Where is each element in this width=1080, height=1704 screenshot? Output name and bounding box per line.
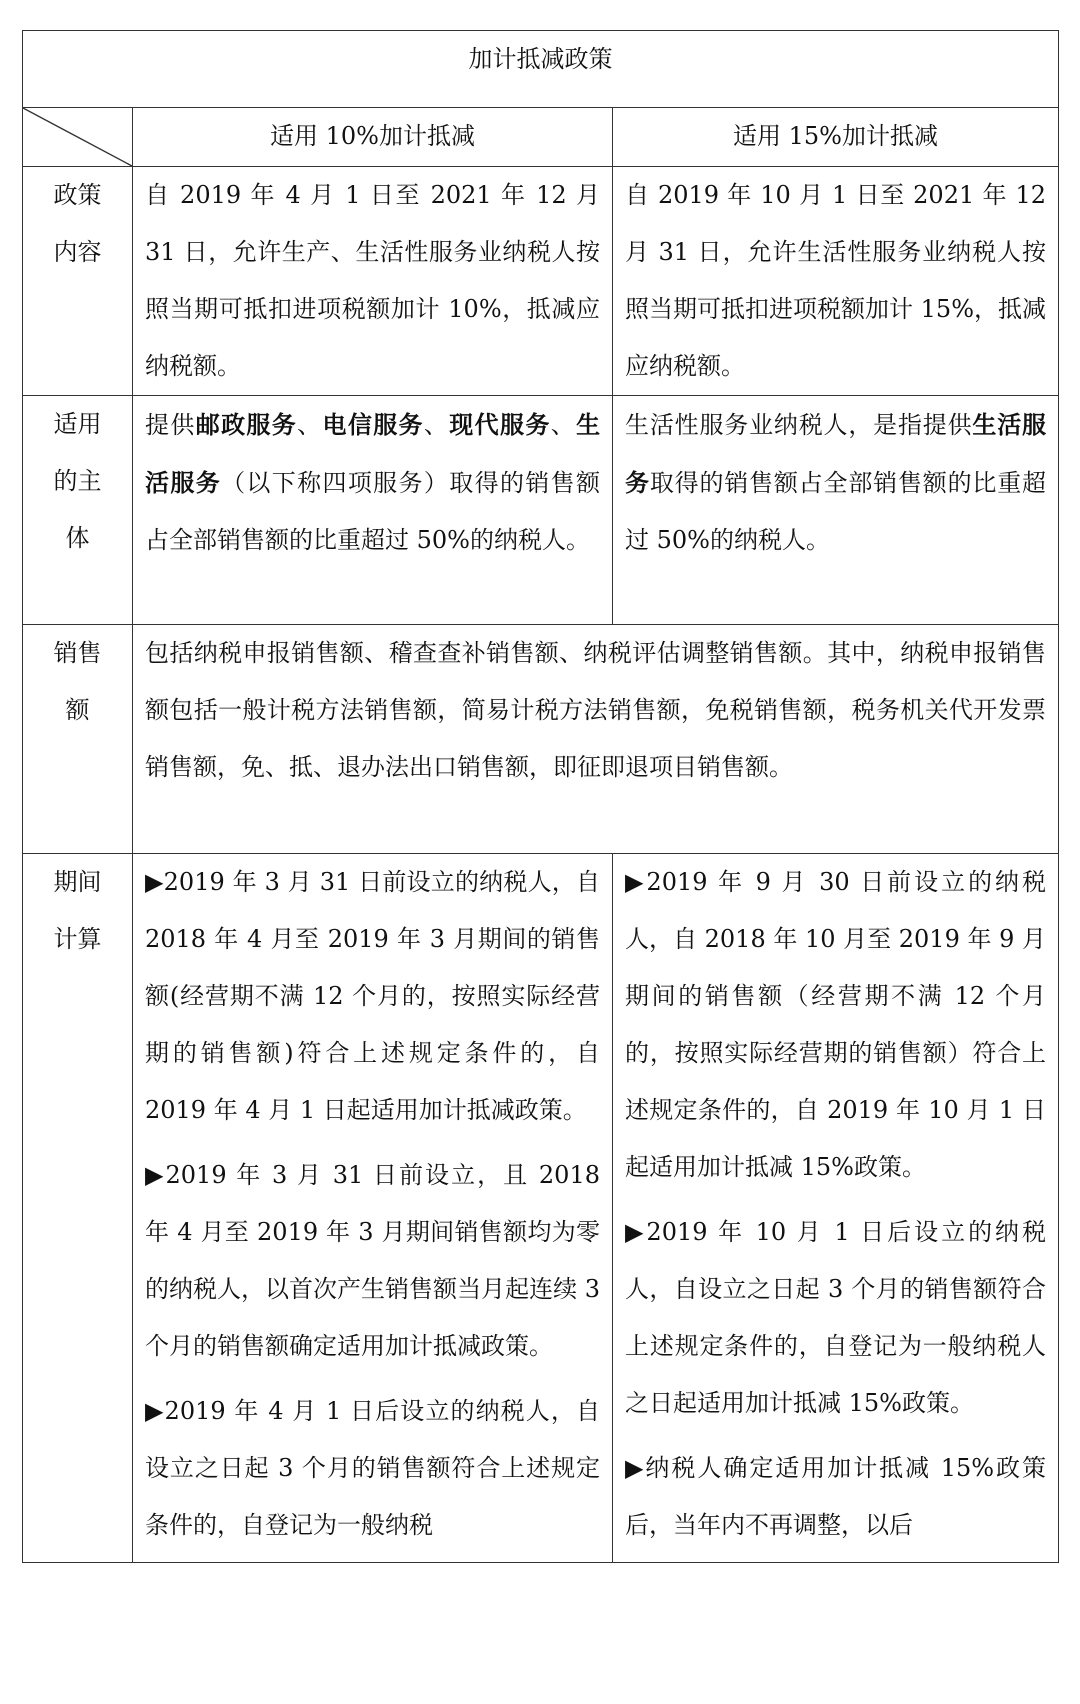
policy-content-10: 自 2019 年 4 月 1 日至 2021 年 12 月 31 日，允许生产、生活性服务业纳税人按照当期可抵扣进项税额加计 10%，抵减应纳税额。: [133, 167, 613, 396]
table-title: 加计抵减政策: [23, 31, 1059, 108]
column-header-15: 适用 15%加计抵减: [613, 108, 1059, 167]
policy-table: [22, 30, 1059, 1563]
row-label-period: [23, 854, 133, 1563]
row-label-text: 额: [65, 696, 90, 724]
row-label-subject: [23, 396, 133, 625]
row-label-text: 计算: [53, 925, 102, 953]
row-label-text: 政策: [53, 181, 102, 209]
column-header-10: 适用 10%加计抵减: [133, 108, 613, 167]
list-item: ▶纳税人确定适用加计抵减 15%政策后，当年内不再调整，以后: [625, 1454, 1047, 1539]
row-label-text: 内容: [53, 238, 102, 266]
list-item: ▶2019 年 9 月 30 日前设立的纳税人，自 2018 年 10 月至 2019 年 9 月期间的销售额（经营期不满 12 个月的，按照实际经营期的销售额）符合上述规定条件的，自 2019 年 10 月 1 日起适用加计抵减 15%政策。: [625, 868, 1047, 1181]
list-item: ▶2019 年 4 月 1 日后设立的纳税人，自设立之日起 3 个月的销售额符合上述规定条件的，自登记为一般纳税: [145, 1397, 600, 1539]
policy-content-15: 自 2019 年 10 月 1 日至 2021 年 12 月 31 日，允许生活性服务业纳税人按照当期可抵扣进项税额加计 15%，抵减应纳税额。: [613, 167, 1059, 396]
subject-content-15: 生活性服务业纳税人，是指提供生活服务取得的销售额占全部销售额的比重超过 50%的纳税人。: [613, 396, 1059, 625]
list-item: ▶2019 年 10 月 1 日后设立的纳税人，自设立之日起 3 个月的销售额符合上述规定条件的，自登记为一般纳税人之日起适用加计抵减 15%政策。: [625, 1218, 1047, 1417]
row-label-text: 期间: [53, 868, 102, 896]
period-content-15: [613, 854, 1059, 1563]
row-label-text: 适用: [53, 410, 102, 438]
diagonal-line: [23, 108, 132, 166]
sales-content: 包括纳税申报销售额、稽查查补销售额、纳税评估调整销售额。其中，纳税申报销售额包括一般计税方法销售额，简易计税方法销售额，免税销售额，税务机关代开发票销售额，免、抵、退办法出口销售额，即征即退项目销售额。: [133, 625, 1059, 854]
diagonal-header-cell: [23, 108, 133, 167]
subject-content-10: 提供邮政服务、电信服务、现代服务、生活服务（以下称四项服务）取得的销售额占全部销售额的比重超过 50%的纳税人。: [133, 396, 613, 625]
list-item: ▶2019 年 3 月 31 日前设立的纳税人，自 2018 年 4 月至 2019 年 3 月期间的销售额(经营期不满 12 个月的，按照实际经营期的销售额)符合上述规定条件的，自 2019 年 4 月 1 日起适用加计抵减政策。: [145, 868, 600, 1124]
row-label-text: 体: [65, 524, 90, 552]
row-label-policy: [23, 167, 133, 396]
list-item: ▶2019 年 3 月 31 日前设立，且 2018 年 4 月至 2019 年 3 月期间销售额均为零的纳税人，以首次产生销售额当月起连续 3 个月的销售额确定适用加计抵减政策。: [145, 1161, 600, 1360]
row-label-sales: [23, 625, 133, 854]
period-content-10: [133, 854, 613, 1563]
row-label-text: 销售: [53, 639, 102, 667]
row-label-text: 的主: [53, 467, 102, 495]
